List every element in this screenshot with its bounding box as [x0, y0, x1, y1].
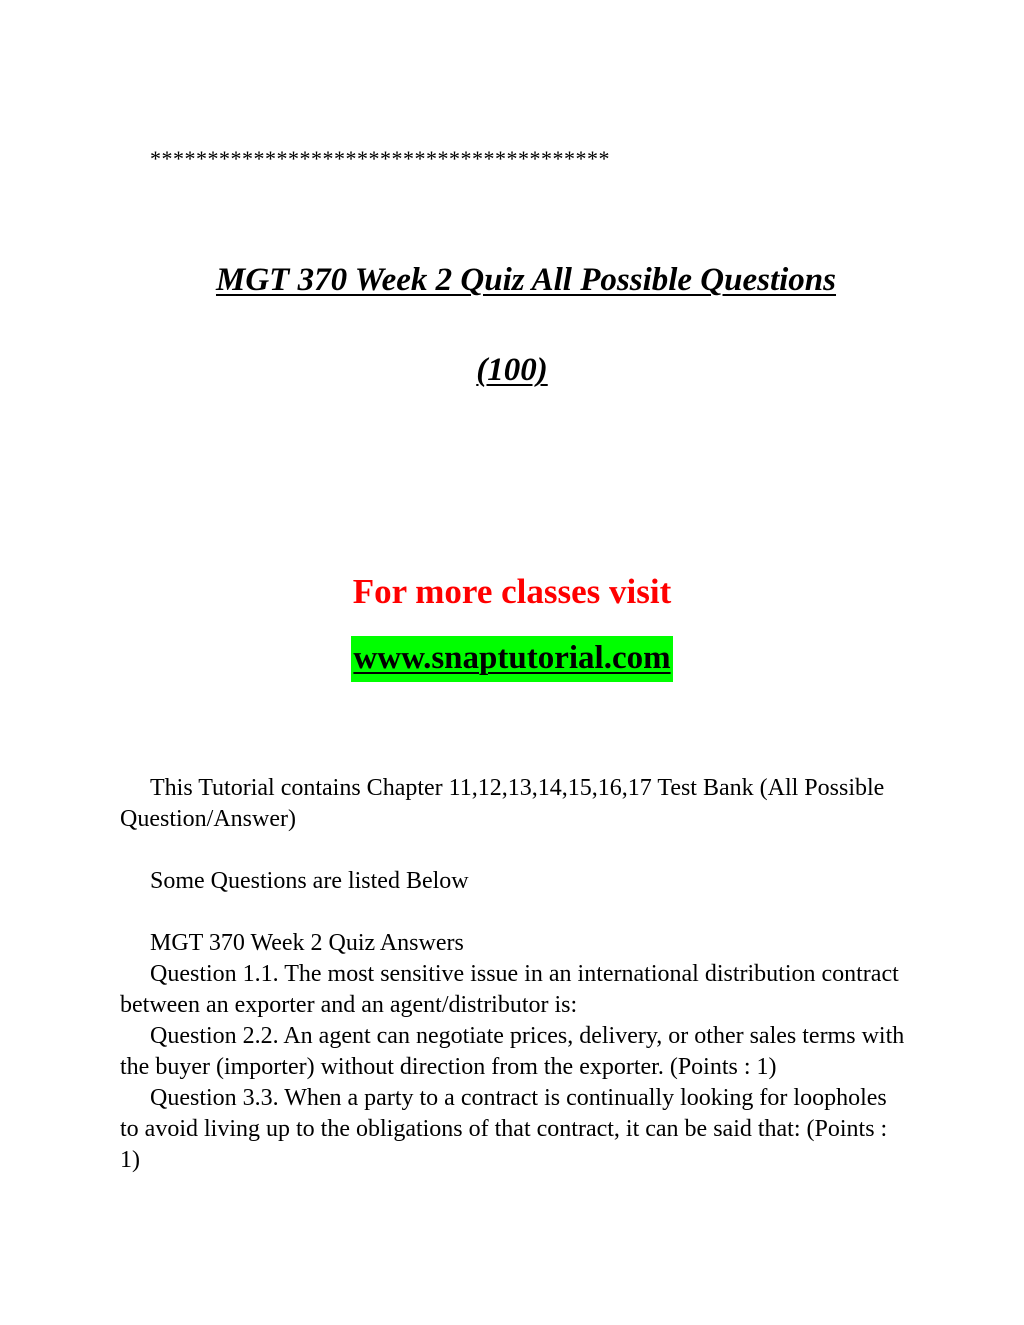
- asterisk-divider: ****************************************: [150, 146, 610, 171]
- document-title-count: (100): [476, 352, 548, 388]
- intro-paragraph: [120, 773, 910, 835]
- promo-text: For more classes visit: [352, 572, 672, 611]
- website-link[interactable]: www.snaptutorial.com: [351, 636, 672, 682]
- questions-listed-paragraph: [120, 866, 910, 897]
- document-title: MGT 370 Week 2 Quiz All Possible Questions: [215, 262, 837, 298]
- intro-text: This Tutorial contains Chapter 11,12,13,14,15,16,17 Test Bank (All Possible Question/Answer): [120, 775, 885, 832]
- question-list: [120, 928, 910, 1176]
- list-item: Question 3.3. When a party to a contract is continually looking for loopholes to avoid living up to the obligations of that contract, it can be said that: (Points : 1): [120, 1085, 888, 1173]
- list-item: Question 1.1. The most sensitive issue in an international distribution contract between an exporter and an agent/distributor is:: [120, 961, 899, 1018]
- answers-heading: MGT 370 Week 2 Quiz Answers: [150, 930, 464, 956]
- website-link-wrapper: [0, 636, 1024, 682]
- list-item: Question 2.2. An agent can negotiate prices, delivery, or other sales terms with the buyer (importer) without direction from the exporter. (Points : 1): [120, 1023, 905, 1080]
- questions-listed-text: Some Questions are listed Below: [150, 868, 469, 894]
